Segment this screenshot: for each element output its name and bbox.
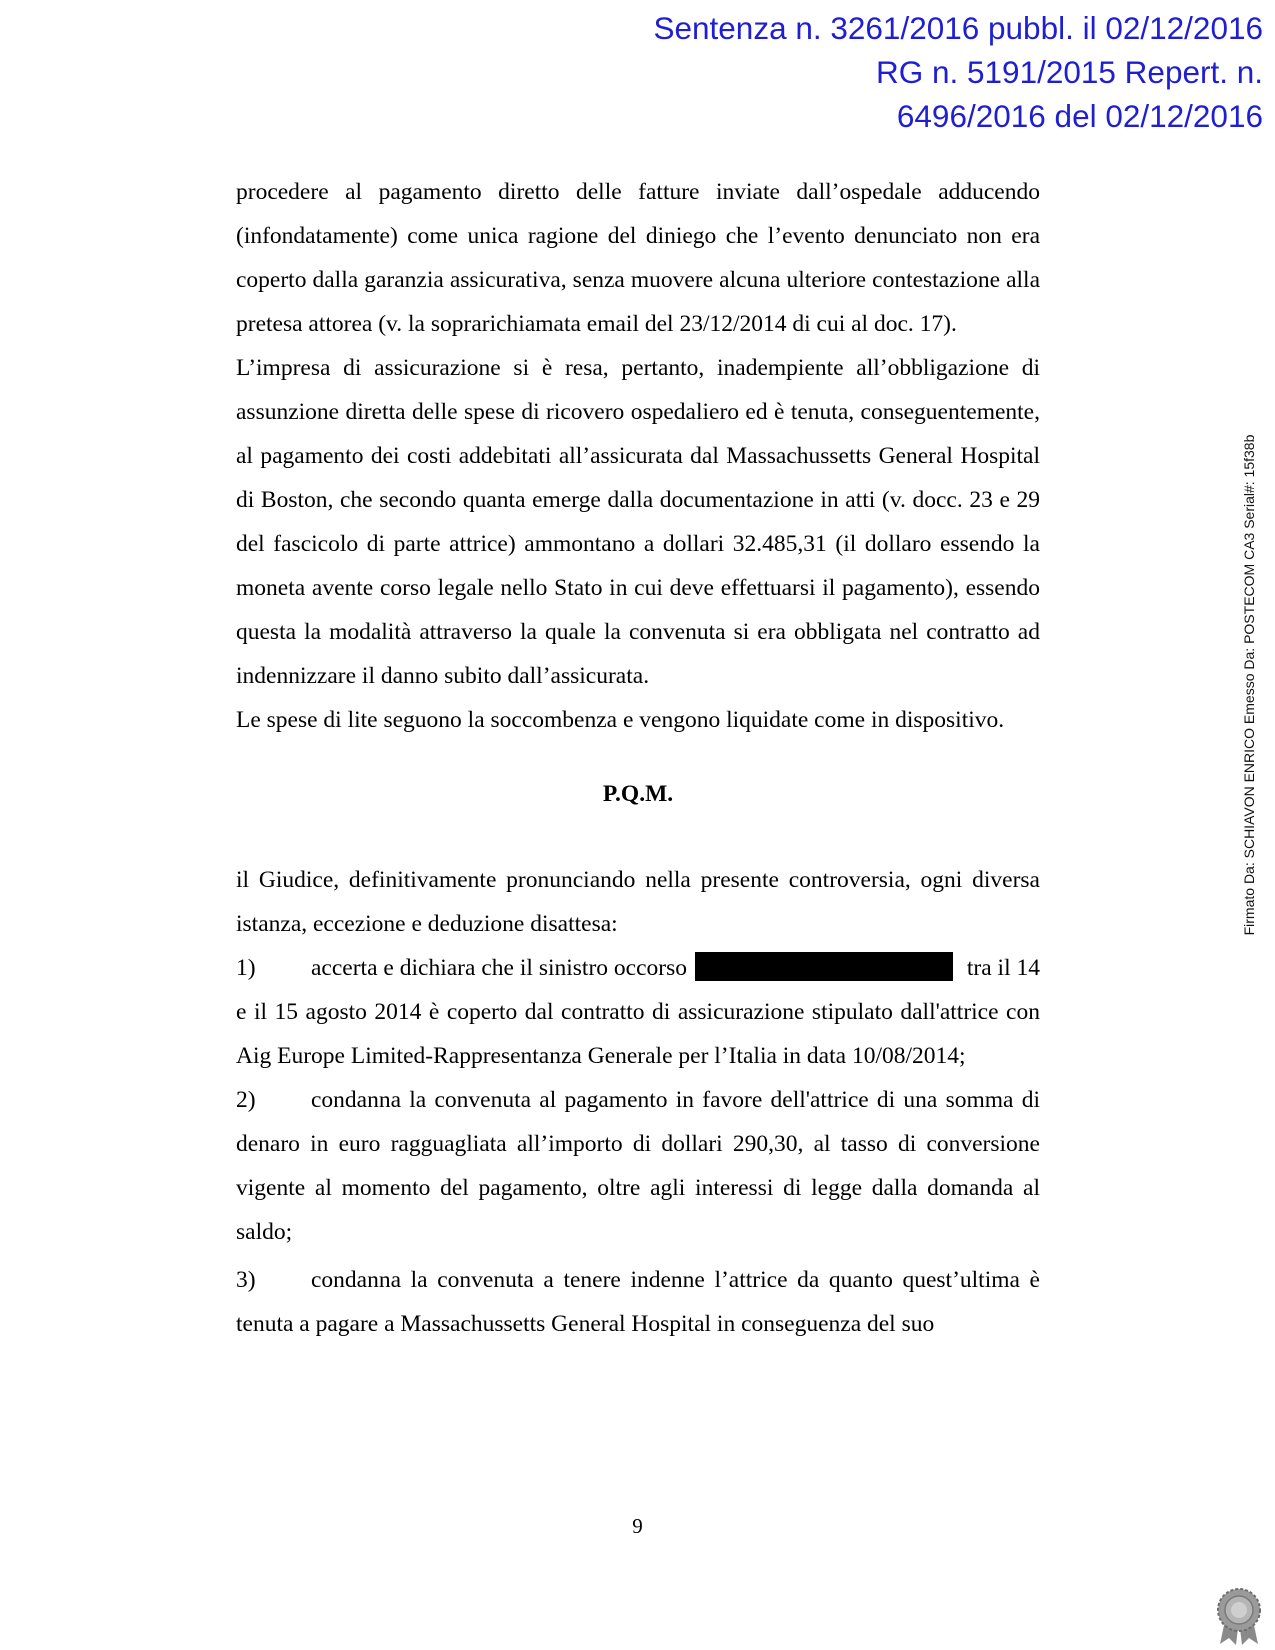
item-text: condanna la convenuta al pagamento in favore dell'attrice di una somma di denaro in euro ragguagliata all’importo di dollari 290,30, al tasso di conversione vigente al momento del pagamento, oltre agli interessi di legge dalla domanda al saldo;	[236, 1087, 1040, 1245]
dispositivo-item-3	[236, 1258, 1040, 1346]
header-stamp	[563, 6, 1263, 138]
item-text-after-redaction: tra il 14 e il 15 agosto 2014 è coperto dal contratto di assicurazione stipulato dall'attrice con Aig Europe Limited-Rappresentanza Generale per l’Italia in data 10/08/2014;	[236, 955, 1041, 1069]
paragraph: Le spese di lite seguono la soccombenza e vengono liquidate come in dispositivo.	[236, 707, 1005, 733]
section-heading-pqm: P.Q.M.	[602, 781, 674, 807]
stamp-line-2: RG n. 5191/2015 Repert. n.	[876, 54, 1263, 90]
page-number: 9	[632, 1514, 643, 1538]
award-seal-icon	[1212, 1586, 1266, 1646]
dispositivo-item-2	[236, 1078, 1040, 1254]
document-body	[236, 170, 1040, 1346]
paragraph: procedere al pagamento diretto delle fatture inviate dall’ospedale adducendo (infondatamente) come unica ragione del diniego che l’evento denunciato non era coperto dalla garanzia assicurativa, senza muovere alcuna ulteriore contestazione alla pretesa attorea (v. la soprarichiamata email del 23/12/2014 di cui al doc. 17).	[236, 179, 1040, 337]
digital-signature-stamp: Firmato Da: SCHIAVON ENRICO Emesso Da: POSTECOM CA3 Serial#: 15f38b	[1241, 434, 1257, 936]
dispositivo-intro: il Giudice, definitivamente pronunciando nella presente controversia, ogni diversa istanza, eccezione e deduzione disattesa:	[236, 867, 1040, 937]
item-number: 1)	[236, 955, 256, 981]
redaction-bar	[695, 952, 953, 981]
stamp-line-1: Sentenza n. 3261/2016 pubbl. il 02/12/2016	[653, 10, 1263, 46]
item-text-before-redaction: accerta e dichiara che il sinistro occorso	[311, 955, 688, 981]
stamp-line-3: 6496/2016 del 02/12/2016	[896, 98, 1263, 134]
paragraph: L’impresa di assicurazione si è resa, pertanto, inadempiente all’obbligazione di assunzione diretta delle spese di ricovero ospedaliero ed è tenuta, conseguentemente, al pagamento dei costi addebitati all’assicurata dal Massachussetts General Hospital di Boston, che secondo quanta emerge dalla documentazione in atti (v. docc. 23 e 29 del fascicolo di parte attrice) ammontano a dollari 32.485,31 (il dollaro essendo la moneta avente corso legale nello Stato in cui deve effettuarsi il pagamento), essendo questa la modalità attraverso la quale la convenuta si era obbligata nel contratto ad indennizzare il danno subito dall’assicurata.	[236, 355, 1040, 689]
item-number: 3)	[236, 1267, 256, 1293]
dispositivo-item-1	[236, 946, 1040, 1078]
item-number: 2)	[236, 1087, 256, 1113]
item-text: condanna la convenuta a tenere indenne l’attrice da quanto quest’ultima è tenuta a pagare a Massachussetts General Hospital in conseguenza del suo	[236, 1267, 1040, 1337]
